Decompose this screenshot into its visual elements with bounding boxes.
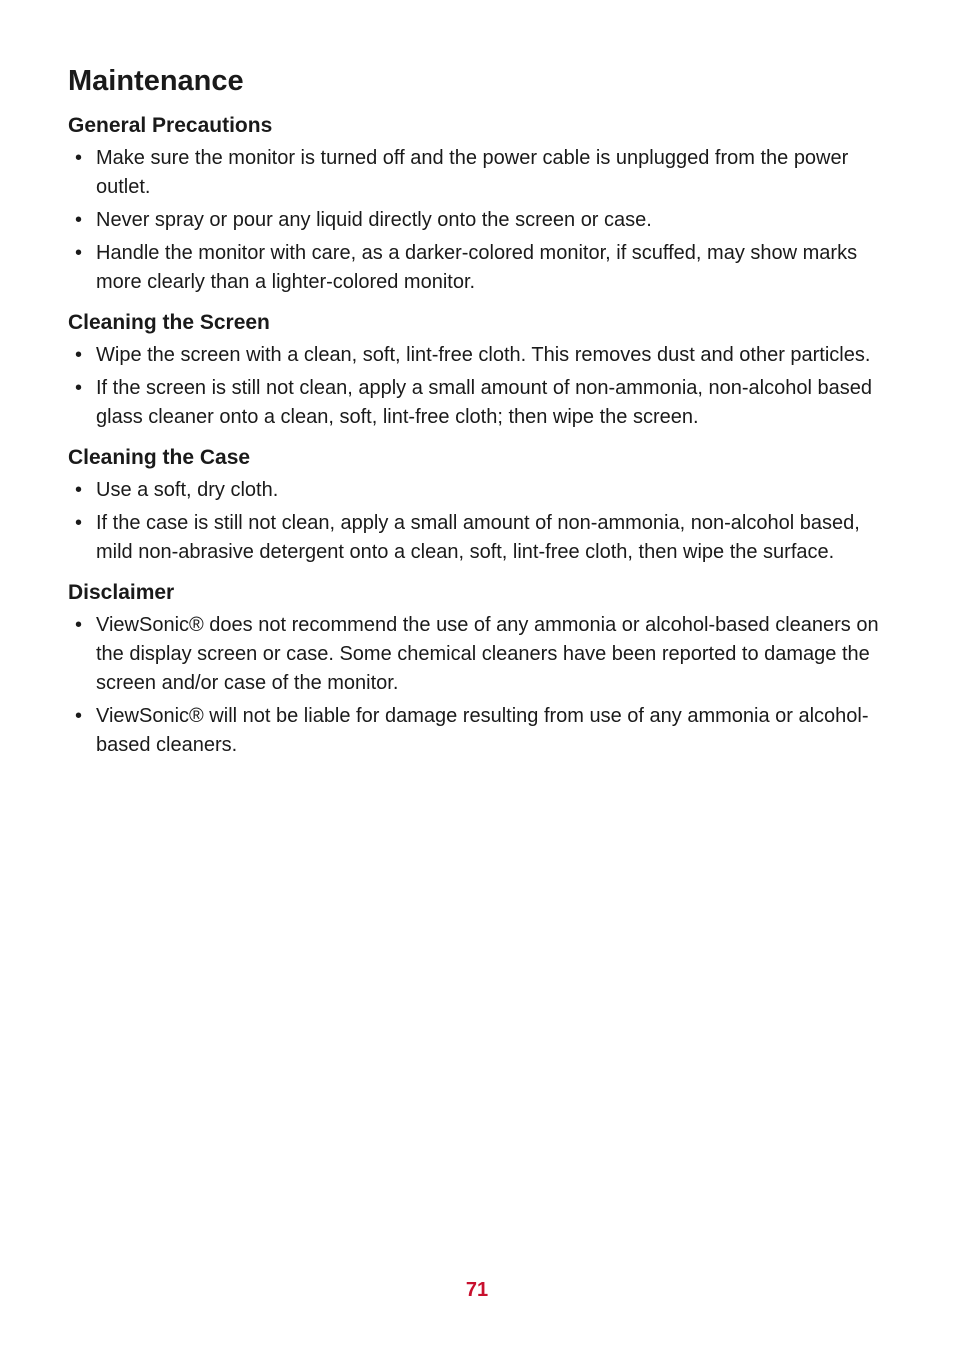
bullet-list [68, 611, 888, 760]
list-item-text: If the case is still not clean, apply a small amount of non-ammonia, non-alcohol based, mild non-abrasive detergent onto a clean, soft, lint-free cloth, then wipe the surface. [96, 512, 860, 563]
list-item-text: Handle the monitor with care, as a darker-colored monitor, if scuffed, may show marks more clearly than a lighter-colored monitor. [96, 242, 858, 293]
bullet-icon: • [75, 479, 83, 501]
list-item-text: ViewSonic® does not recommend the use of any ammonia or alcohol-based cleaners on the display screen or case. Some chemical cleaners have been reported to damage the screen and/or case of the monitor. [96, 614, 879, 694]
section-cleaning-case [68, 444, 888, 567]
list-item-text: Never spray or pour any liquid directly onto the screen or case. [96, 209, 652, 231]
bullet-icon: • [75, 377, 83, 399]
bullet-icon: • [75, 614, 83, 636]
list-item [68, 702, 888, 760]
section-heading: Disclaimer [68, 581, 175, 604]
bullet-icon: • [75, 344, 83, 366]
page-title: Maintenance [68, 65, 244, 97]
bullet-icon: • [75, 512, 83, 534]
bullet-icon: • [75, 147, 83, 169]
list-item [68, 509, 888, 567]
list-item [68, 206, 888, 235]
list-item-text: Wipe the screen with a clean, soft, lint-free cloth. This removes dust and other particles. [96, 344, 871, 366]
list-item-text: ViewSonic® will not be liable for damage resulting from use of any ammonia or alcohol-based cleaners. [96, 705, 869, 756]
section-general-precautions [68, 112, 888, 297]
list-item [68, 341, 888, 370]
bullet-list [68, 144, 888, 297]
list-item [68, 476, 888, 505]
list-item [68, 239, 888, 297]
section-disclaimer [68, 579, 888, 760]
section-cleaning-screen [68, 309, 888, 432]
bullet-icon: • [75, 209, 83, 231]
bullet-list [68, 476, 888, 567]
section-heading: General Precautions [68, 114, 273, 137]
list-item [68, 144, 888, 202]
list-item [68, 374, 888, 432]
list-item-text: Use a soft, dry cloth. [96, 479, 279, 501]
bullet-icon: • [75, 242, 83, 264]
list-item-text: Make sure the monitor is turned off and the power cable is unplugged from the power outlet. [96, 147, 849, 198]
section-heading: Cleaning the Case [68, 446, 251, 469]
bullet-icon: • [75, 705, 83, 727]
section-heading: Cleaning the Screen [68, 311, 270, 334]
list-item [68, 611, 888, 698]
page-number: 71 [465, 1279, 489, 1301]
list-item-text: If the screen is still not clean, apply a small amount of non-ammonia, non-alcohol based glass cleaner onto a clean, soft, lint-free cloth; then wipe the screen. [96, 377, 872, 428]
bullet-list [68, 341, 888, 432]
page-content [68, 62, 888, 772]
